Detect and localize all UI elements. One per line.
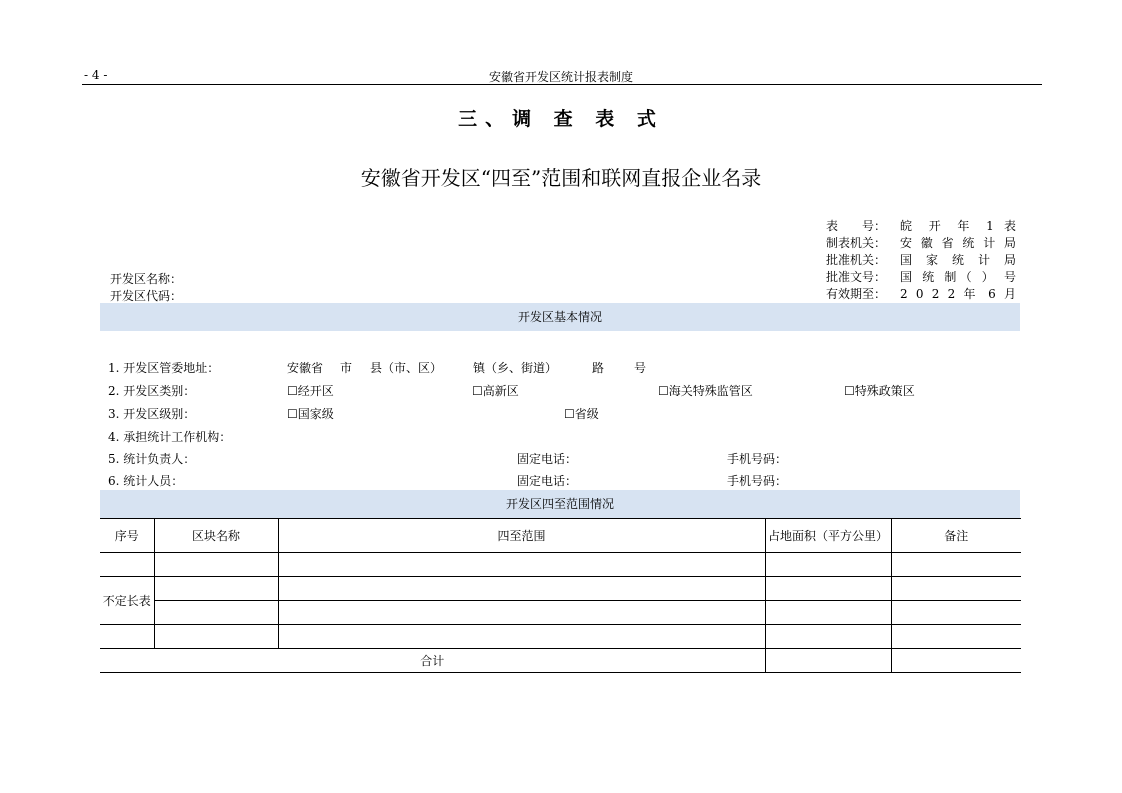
table-cell[interactable] [100,553,154,577]
meta-colon: ： [874,236,887,250]
fixed-phone-label: 固定电话： [517,474,578,488]
address-town: 镇（乡、街道） [473,361,558,375]
col-header-block-name: 区块名称 [154,519,278,553]
scope-table [100,518,1021,673]
meta-colon: ： [874,270,887,284]
meta-row [826,235,1016,252]
table-header-row [100,519,1021,553]
zone-name-label: 开发区名称： [110,272,183,286]
meta-colon: ： [874,287,887,301]
meta-key: 制表机关 [826,236,875,250]
meta-colon: ： [874,219,887,233]
table-cell[interactable] [765,553,891,577]
meta-value: 安 徽 省 统 计 局 [900,236,1016,250]
stat-org-label: 4. 承担统计工作机构： [108,430,232,444]
mobile-label: 手机号码： [727,474,788,488]
table-cell[interactable] [891,601,1021,625]
table-cell[interactable] [278,553,765,577]
address-county: 县（市、区） [370,361,443,375]
address-city: 市 [340,361,353,375]
table-cell[interactable] [278,625,765,649]
meta-key: 表 号 [826,219,874,233]
table-row [100,625,1021,649]
table-cell[interactable] [154,577,278,601]
type-option-checkbox[interactable]: ☐经开区 [287,384,334,398]
address-number: 号 [634,361,647,375]
table-cell[interactable] [154,601,278,625]
table-cell[interactable] [765,577,891,601]
table-cell[interactable] [891,577,1021,601]
table-cell[interactable] [154,553,278,577]
meta-key: 有效期至 [826,287,875,301]
section-title: 三、调 查 表 式 [458,108,664,130]
meta-colon: ： [874,253,887,267]
meta-row [826,218,1016,235]
level-option-checkbox[interactable]: ☐国家级 [287,407,334,421]
col-header-scope: 四至范围 [278,519,765,553]
meta-row [826,252,1016,269]
table-row [100,577,1021,601]
zone-code-label: 开发区代码： [110,289,183,303]
scope-info-band: 开发区四至范围情况 [100,490,1020,518]
fixed-phone-label: 固定电话： [517,452,578,466]
table-cell[interactable] [765,601,891,625]
meta-value: 2 0 2 2 年 6 月 [900,287,1016,301]
document-header-title: 安徽省开发区统计报表制度 [488,70,633,84]
page-number: - 4 - [84,68,108,82]
address-province: 安徽省 [287,361,324,375]
meta-value: 皖 开 年 1 表 [900,219,1016,233]
meta-key: 批准文号 [826,270,875,284]
meta-key: 批准机关 [826,253,875,267]
table-cell[interactable] [100,625,154,649]
col-header-remark: 备注 [891,519,1021,553]
table-cell[interactable] [891,553,1021,577]
meta-value: 国 统 制（ ） 号 [900,270,1016,284]
meta-value: 国 家 统 计 局 [900,253,1016,267]
zone-type-label: 2. 开发区类别： [108,384,196,398]
col-header-area: 占地面积（平方公里） [765,519,891,553]
stat-responsible-label: 5. 统计负责人： [108,452,196,466]
mobile-label: 手机号码： [727,452,788,466]
total-remark-cell[interactable] [891,649,1021,673]
meta-row [826,286,1016,303]
header-rule [82,84,1042,85]
type-option-checkbox[interactable]: ☐特殊政策区 [844,384,915,398]
address-label: 1. 开发区管委地址： [108,361,220,375]
level-option-checkbox[interactable]: ☐省级 [564,407,599,421]
table-total-row [100,649,1021,673]
total-label: 合计 [100,649,765,673]
table-cell[interactable] [765,625,891,649]
stat-staff-label: 6. 统计人员： [108,474,184,488]
meta-row [826,269,1016,286]
form-title: 安徽省开发区“四至”范围和联网直报企业名录 [360,166,762,190]
zone-level-label: 3. 开发区级别： [108,407,196,421]
table-cell[interactable] [891,625,1021,649]
type-option-checkbox[interactable]: ☐海关特殊监管区 [658,384,753,398]
total-area-cell[interactable] [765,649,891,673]
type-option-checkbox[interactable]: ☐高新区 [472,384,519,398]
table-row [100,601,1021,625]
table-row [100,553,1021,577]
table-cell[interactable] [278,601,765,625]
address-road: 路 [592,361,605,375]
table-cell[interactable] [278,577,765,601]
indefinite-length-note: 不定长表 [100,577,154,625]
col-header-seq: 序号 [100,519,154,553]
table-cell[interactable] [154,625,278,649]
basic-info-band: 开发区基本情况 [100,303,1020,331]
